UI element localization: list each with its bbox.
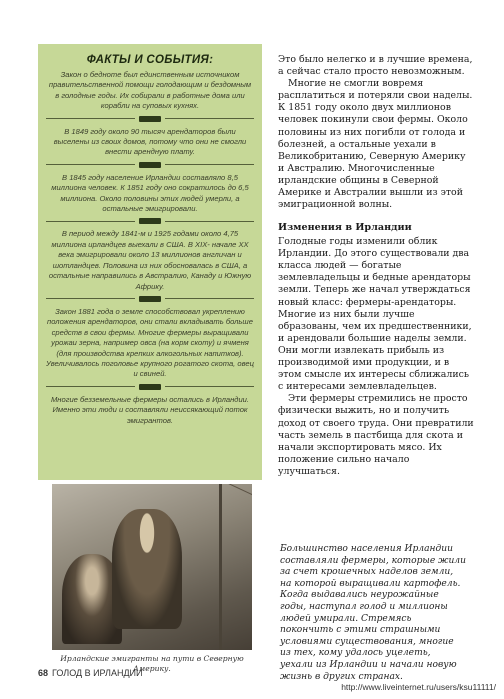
separator: [46, 162, 254, 168]
paragraph: Это было нелегко и в лучшие времена, а сейчас стало просто невозможным.: [278, 54, 473, 78]
fact-item: В период между 1841-м и 1925 годами около 4,75 миллиона ирландцев выехали в США. В XIX- начале XX века эмигрировали около 13 миллионов англичан и шотландцев. Половина из них обосновалась в США, а остальные направились в Австралию, Канаду и Южную Африку.: [48, 229, 252, 291]
separator: [46, 218, 254, 224]
fact-item: В 1845 году население Ирландии составляло 8,5 миллиона человек. К 1851 году оно сократилось до 6,5 миллиона. Около половины этих людей умерли, а остальные эмигрировали.: [51, 172, 249, 214]
page-number: 68: [38, 668, 49, 678]
emigrants-photo: [52, 484, 252, 650]
page-footer: [38, 668, 143, 678]
section-changes: [278, 222, 474, 478]
italic-summary: Большинство населения Ирландии составляли фермеры, которые жили за счет крошечных наделов земли, на которой выращивали картофель. Когда выдавались неурожайные годы, наступал голод и миллионы людей умирали. Стремясь покончить с этими страшными условиями существования, многие из тех, кому удалось уцелеть, уехали из Ирландии и начали новую жизнь в других странах.: [280, 544, 466, 682]
column-top: [278, 54, 474, 211]
paragraph: Голодные годы изменили облик Ирландии. До этого существовали два класса людей — богатые землевладельцы и бедные арендаторы земли. Теперь же начал утверждаться новый класс: фермеры-арендаторы. Многие из них были лучше образованы, чем их предшественники, и арендовали большие наделы земли. Они могли извлекать прибыль из производимой ими продукции, и в этом смысле их интересы сближались с интересами землевладельцев.: [278, 236, 472, 393]
fact-item: Закон 1881 года о земле способствовал укреплению положения арендаторов, они стали вкладывать больше средств в свои фермы. Многие фермеры выращивали урожаи зерна, например овса (на корм скоту) и ячменя (для производства крепких алкогольных напитков). Увеличивалось поголовье крупного рогатого скота, овец и свиней.: [46, 306, 254, 379]
fact-item: В 1849 году около 90 тысяч арендаторов были выселены из своих домов, потому что они не смогли внести арендную плату.: [53, 126, 247, 157]
photo-caption: Ирландские эмигранты на пути в Северную Америку.: [60, 654, 244, 673]
fact-item: Закон о бедноте был единственным источником правительственной помощи голодающим и бездомным в голодные годы. Их собирали в работные дома или корабли на суповых кухнях.: [48, 70, 252, 111]
section-heading: Изменения в Ирландии: [278, 222, 412, 233]
separator: [46, 384, 254, 390]
facts-title: ФАКТЫ И СОБЫТИЯ:: [86, 54, 214, 66]
source-url[interactable]: http://www.liveinternet.ru/users/ksu11111/: [341, 682, 496, 692]
facts-box: [38, 44, 262, 480]
separator: [46, 296, 254, 302]
photo-block: [52, 484, 252, 680]
paragraph: Эти фермеры стремились не просто физически выжить, но и получить доход от своего труда. Они превратили часть земель в пастбища для скота и начали экспортировать мясо. Их положение сильно начало улучшаться.: [278, 393, 474, 477]
fact-item: Многие безземельные фермеры остались в Ирландии. Именно эти люди и составляли неиссякающий поток эмигрантов.: [50, 394, 250, 425]
separator: [46, 116, 254, 122]
paragraph: Многие не смогли вовремя расплатиться и потеряли свои наделы. К 1851 году около двух миллионов человек покинули свои фермы. Около половины из них погибли от голода и болезней, а остальные уехали в Великобританию, Северную Америку и Австралию. Многочисленные ирландские общины в Северной Америке и Австралии вышли из этой эмиграционной волны.: [278, 78, 473, 211]
section-title: ГОЛОД В ИРЛАНДИИ: [52, 668, 143, 678]
